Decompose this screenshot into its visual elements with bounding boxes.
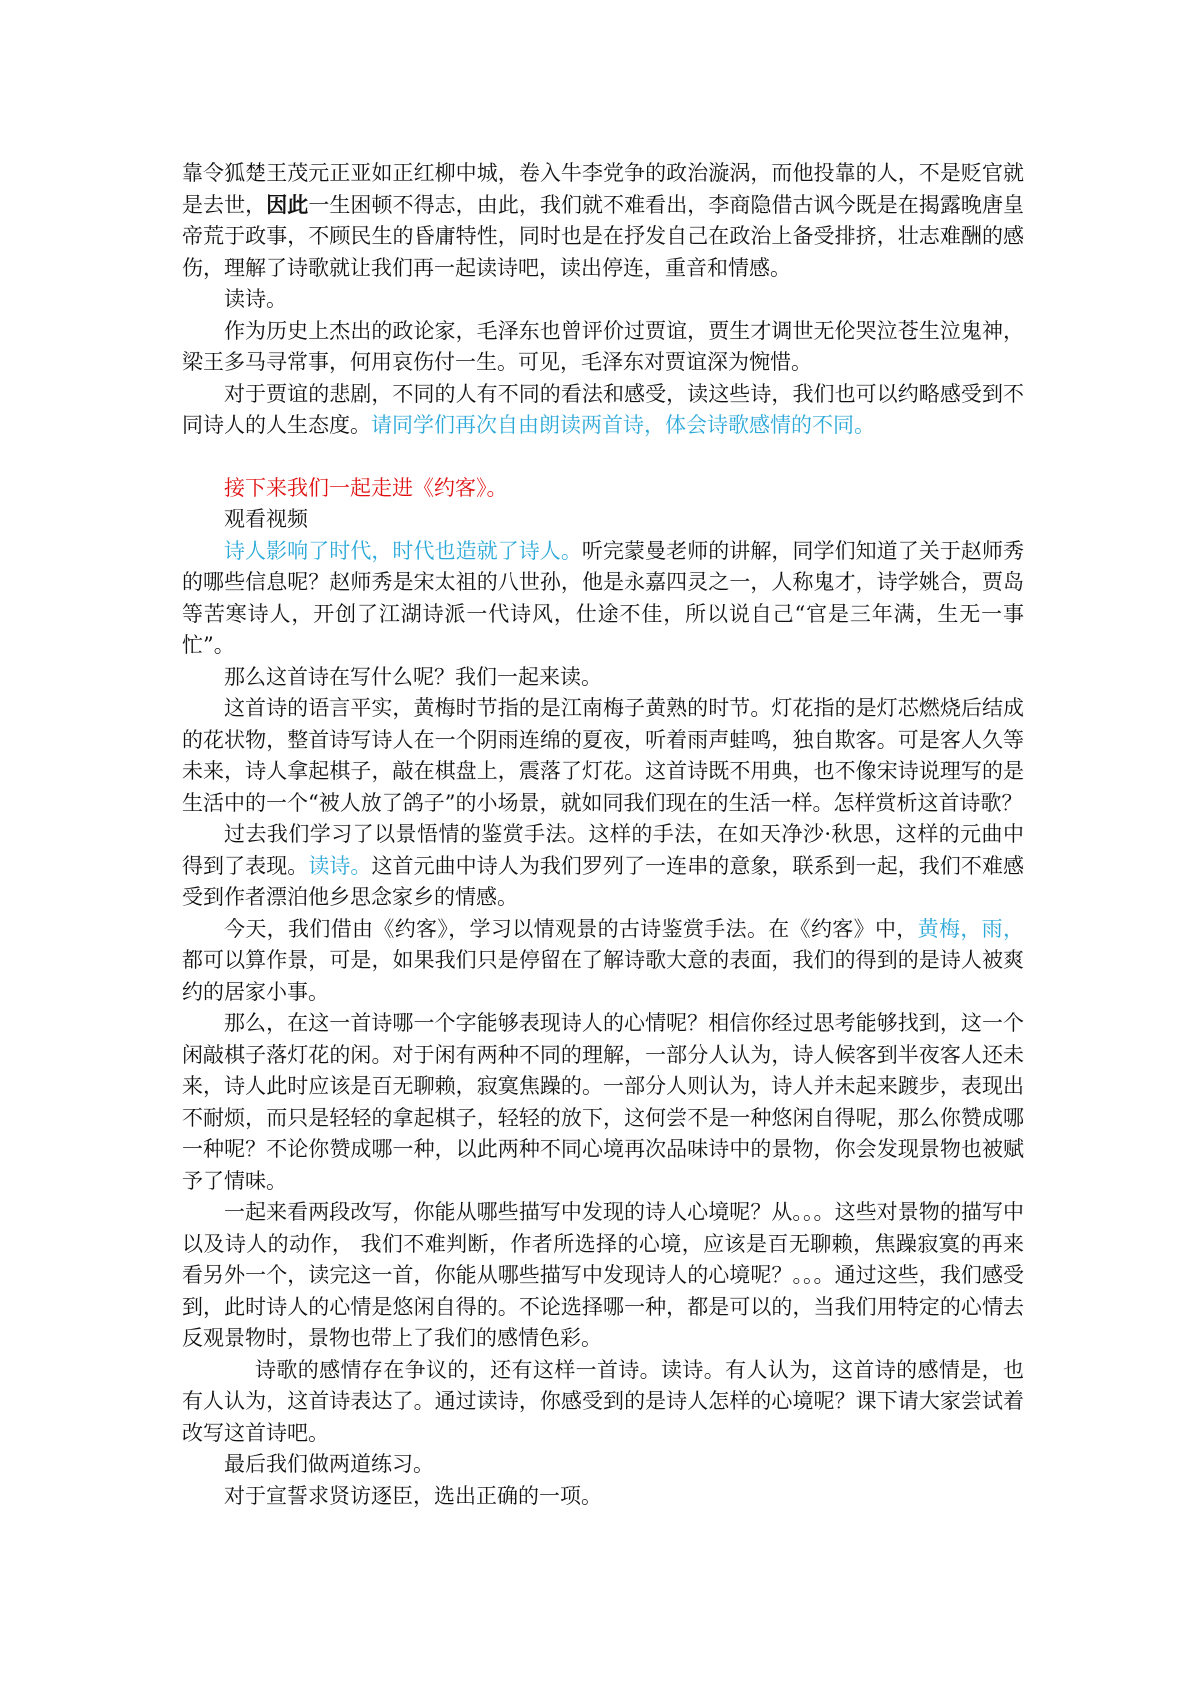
paragraph: 那么这首诗在写什么呢？我们一起来读。 bbox=[224, 664, 602, 689]
bold-text-run: 因此 bbox=[266, 192, 309, 217]
blank-line bbox=[182, 442, 1024, 473]
paragraph: 观看视频 bbox=[224, 507, 308, 531]
paragraph: 作为历史上杰出的政论家，毛泽东也曾评价过贾谊，贾生才调世无伦哭泣苍生泣鬼神，梁王多马寻常事，何用哀伤付一生。可见，毛泽东对贾谊深为惋惜。 bbox=[182, 318, 1024, 374]
paragraph: 那么，在这一首诗哪一个字能够表现诗人的心情呢？相信你经过思考能够找到，这一个闲敲棋子落灯花的闲。对于闲有两种不同的理解，一部分人认为，诗人候客到半夜客人还未来，诗人此时应该是百无聊赖，寂寞焦躁的。一部分人则认为，诗人并未起来踱步，表现出不耐烦，而只是轻轻的拿起棋子，轻轻的放下，这何尝不是一种悠闲自得呢，那么你赞成哪一种呢？不论你赞成哪一种，以此两种不同心境再次品味诗中的景物，你会发现景物也被赋予了情味。 bbox=[182, 1011, 1024, 1193]
paragraph: 最后我们做两道练习。 bbox=[224, 1452, 434, 1476]
paragraph bbox=[182, 819, 1024, 914]
paragraph bbox=[182, 914, 1024, 1009]
document-page bbox=[182, 158, 1024, 1512]
paragraph: 一起来看两段改写，你能从哪些描写中发现的诗人心境呢？从。。。这些对景物的描写中以及诗人的动作， 我们不难判断，作者所选择的心境，应该是百无聊赖，焦躁寂寞的再来看另外一个，读完这一首，你能从哪些描写中发现诗人的心境呢？。。。通过这些，我们感受到，此时诗人的心情是悠闲自得的。不论选择哪一种，都是可以的，当我们用特定的心情去反观景物时，景物也带上了我们的感情色彩。 bbox=[182, 1200, 1024, 1350]
paragraph: 诗歌的感情存在争议的，还有这样一首诗。读诗。有人认为，这首诗的感情是，也有人认为，这首诗表达了。通过读诗，你感受到的是诗人怎样的心境呢？课下请大家尝试着改写这首诗吧。 bbox=[182, 1357, 1024, 1445]
text-run: 听完蒙曼老师的讲解，同学们知道了关于赵师秀的哪些信息呢？赵师秀是宋太祖的八世孙，他是永嘉四灵之一，人称鬼才，诗学姚合，贾岛等苦寒诗人，开创了江湖诗派一代诗风，仕途不佳，所以说自己“官是三年满，生无一事忙”。 bbox=[182, 538, 1025, 657]
text-run: 都可以算作景，可是，如果我们只是停留在了解诗歌大意的表面，我们的得到的是诗人被爽约的居家小事。 bbox=[182, 948, 1024, 1004]
red-heading-paragraph: 接下来我们一起走进《约客》。 bbox=[224, 475, 508, 500]
blue-highlight-text: 诗人影响了时代，时代也造就了诗人。 bbox=[224, 538, 582, 563]
text-run: 今天，我们借由《约客》，学习以情观景的古诗鉴赏手法。在《约客》中， bbox=[224, 916, 918, 941]
paragraph: 对于宣誓求贤访逐臣，选出正确的一项。 bbox=[224, 1483, 602, 1508]
blue-highlight-text: 黄梅，雨， bbox=[917, 916, 1025, 941]
paragraph: 这首诗的语言平实，黄梅时节指的是江南梅子黄熟的时节。灯花指的是灯芯燃烧后结成的花状物，整首诗写诗人在一个阴雨连绵的夏夜，听着雨声蛙鸣，独自欺客。可是客人久等未来，诗人拿起棋子，敲在棋盘上，震落了灯花。这首诗既不用典，也不像宋诗说理写的是生活中的一个“被人放了鸽子”的小场景，就如同我们现在的生活一样。怎样赏析这首诗歌？ bbox=[182, 696, 1024, 815]
text-run: 靠令狐楚王茂元正亚如正红柳中城，卷入牛李党争的政治漩涡，而他投靠的人，不是贬官就是去世， bbox=[182, 161, 1024, 217]
blue-highlight-text: 请同学们再次自由朗读两首诗，体会诗歌感情的不同。 bbox=[371, 413, 875, 437]
text-run: 一生困顿不得志，由此，我们就不难看出，李商隐借古讽今既是在揭露晚唐皇帝荒于政事，不顾民生的昏庸特性，同时也是在抒发自己在政治上备受排挤，壮志难酬的感伤，理解了诗歌就让我们再一起读诗吧，读出停连，重音和情感。 bbox=[182, 192, 1025, 280]
paragraph bbox=[182, 158, 1024, 284]
paragraph bbox=[182, 379, 1024, 442]
text-run: 这首元曲中诗人为我们罗列了一连串的意象，联系到一起，我们不难感受到作者漂泊他乡思念家乡的情感。 bbox=[182, 853, 1025, 909]
paragraph bbox=[182, 536, 1024, 662]
text-run: 对于贾谊的悲剧，不同的人有不同的看法和感受，读这些诗，我们也可以约略感受到不同诗人的人生态度。 bbox=[182, 381, 1024, 437]
paragraph: 读诗。 bbox=[224, 287, 287, 311]
blue-highlight-text: 读诗。 bbox=[308, 853, 372, 878]
text-run: 过去我们学习了以景悟情的鉴赏手法。这样的手法，在如天净沙·秋思，这样的元曲中得到了表现。 bbox=[182, 822, 1024, 878]
